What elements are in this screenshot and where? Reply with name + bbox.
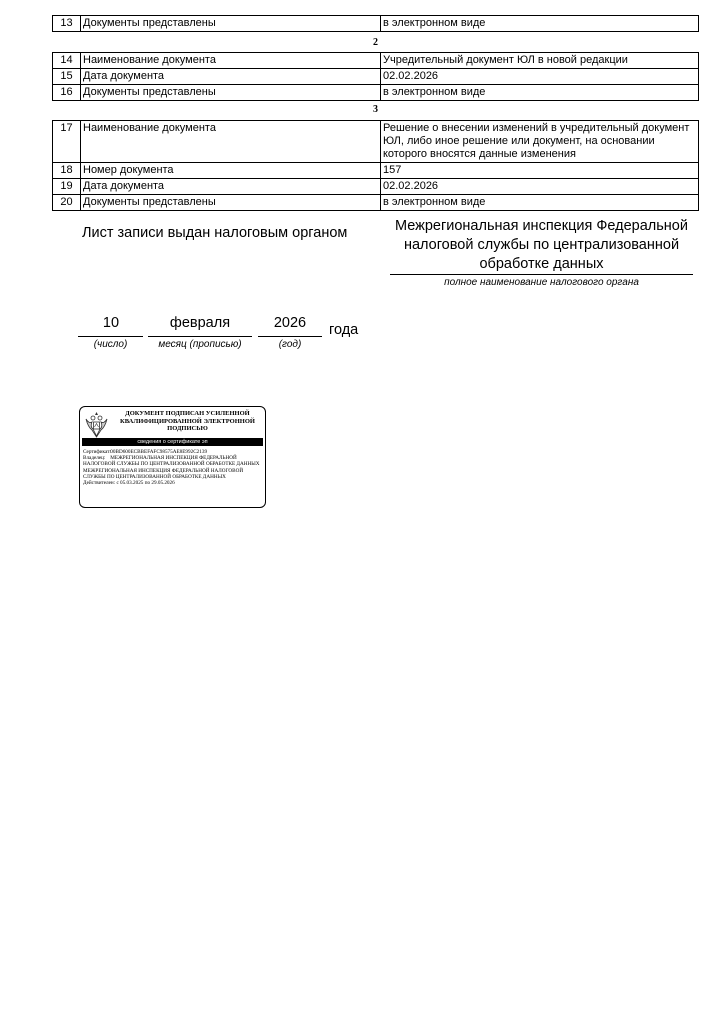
row-number: 18 — [53, 163, 81, 179]
tax-authority-name: Межрегиональная инспекция Федеральной налоговой службы по централизованной обработке данных — [395, 218, 688, 272]
table-row — [53, 179, 699, 195]
stamp-certificate-bar: сведения о сертификате эп — [82, 438, 263, 446]
row-number: 19 — [53, 179, 81, 195]
table-row — [53, 16, 699, 32]
date-year: 2026 — [273, 315, 307, 331]
date-year-caption: (год) — [278, 339, 302, 350]
row-number: 13 — [53, 16, 81, 32]
stamp-validity-line — [83, 480, 263, 486]
russian-coat-of-arms-icon — [84, 410, 109, 438]
date-suffix: года — [329, 322, 359, 338]
tax-authority-underline — [390, 274, 693, 275]
row-field-name: Документы представлены — [81, 195, 381, 211]
table-row — [53, 163, 699, 179]
row-field-name: Номер документа — [81, 163, 381, 179]
table-row — [53, 85, 699, 101]
row-number: 15 — [53, 69, 81, 85]
row-field-value: Учредительный документ ЮЛ в новой редакции — [381, 53, 699, 69]
stamp-owner-label: Владелец: — [83, 455, 106, 462]
section-number-2: 2 — [373, 37, 378, 48]
tax-authority-caption: полное наименование налогового органа — [444, 277, 639, 288]
date-month: февраля — [169, 315, 231, 331]
row-field-value: в электронном виде — [381, 16, 699, 32]
stamp-validity-value: с 05.03.2025 по 29.05.2026 — [116, 480, 175, 487]
record-table-part2 — [52, 52, 699, 101]
row-field-name: Дата документа — [81, 69, 381, 85]
electronic-signature-stamp — [79, 406, 266, 508]
table-row — [53, 69, 699, 85]
row-field-name: Наименование документа — [81, 121, 381, 163]
row-field-value: Решение о внесении изменений в учредительный документ ЮЛ, либо иное решение или документ, на основании которого вносятся данные изменения — [381, 121, 699, 163]
row-field-value: в электронном виде — [381, 85, 699, 101]
stamp-owner-line — [83, 455, 263, 480]
stamp-owner-value: МЕЖРЕГИОНАЛЬНАЯ ИНСПЕКЦИЯ ФЕДЕРАЛЬНОЙ НАЛОГОВОЙ СЛУЖБЫ ПО ЦЕНТРАЛИЗОВАННОЙ ОБРАБОТКЕ ДАННЫХ МЕЖРЕГИОНАЛЬНАЯ ИНСПЕКЦИЯ ФЕДЕРАЛЬНОЙ НАЛОГОВОЙ СЛУЖБЫ ПО ЦЕНТРАЛИЗОВАННОЙ ОБРАБОТКЕ ДАННЫХ — [83, 455, 260, 480]
row-field-name: Документы представлены — [81, 16, 381, 32]
date-month-caption: месяц (прописью) — [158, 339, 242, 350]
section-number-3: 3 — [373, 104, 378, 115]
row-number: 17 — [53, 121, 81, 163]
row-field-value: 02.02.2026 — [381, 69, 699, 85]
row-field-name: Дата документа — [81, 179, 381, 195]
row-field-name: Документы представлены — [81, 85, 381, 101]
date-day-underline — [78, 336, 143, 337]
row-field-value: 157 — [381, 163, 699, 179]
stamp-certificate-value: 00BD600ECBBEFAFC98575AE8E992C2139 — [110, 449, 208, 455]
record-table-part1 — [52, 15, 699, 32]
record-table-part3 — [52, 120, 699, 211]
row-field-value: в электронном виде — [381, 195, 699, 211]
table-row — [53, 53, 699, 69]
row-field-name: Наименование документа — [81, 53, 381, 69]
row-number: 20 — [53, 195, 81, 211]
row-field-value: 02.02.2026 — [381, 179, 699, 195]
date-day-caption: (число) — [93, 339, 128, 350]
table-row — [53, 121, 699, 163]
row-number: 16 — [53, 85, 81, 101]
table-row — [53, 195, 699, 211]
stamp-validity-label: Действителен: — [83, 480, 116, 487]
stamp-certificate-label: Сертификат: — [83, 449, 111, 455]
stamp-title: ДОКУМЕНТ ПОДПИСАН УСИЛЕННОЙ КВАЛИФИЦИРОВАННОЙ ЭЛЕКТРОННОЙ ПОДПИСЬЮ — [120, 410, 255, 432]
date-day: 10 — [102, 315, 120, 331]
stamp-details — [83, 449, 263, 486]
date-year-underline — [258, 336, 322, 337]
date-month-underline — [148, 336, 252, 337]
row-number: 14 — [53, 53, 81, 69]
issued-by-label: Лист записи выдан налоговым органом — [82, 225, 348, 241]
